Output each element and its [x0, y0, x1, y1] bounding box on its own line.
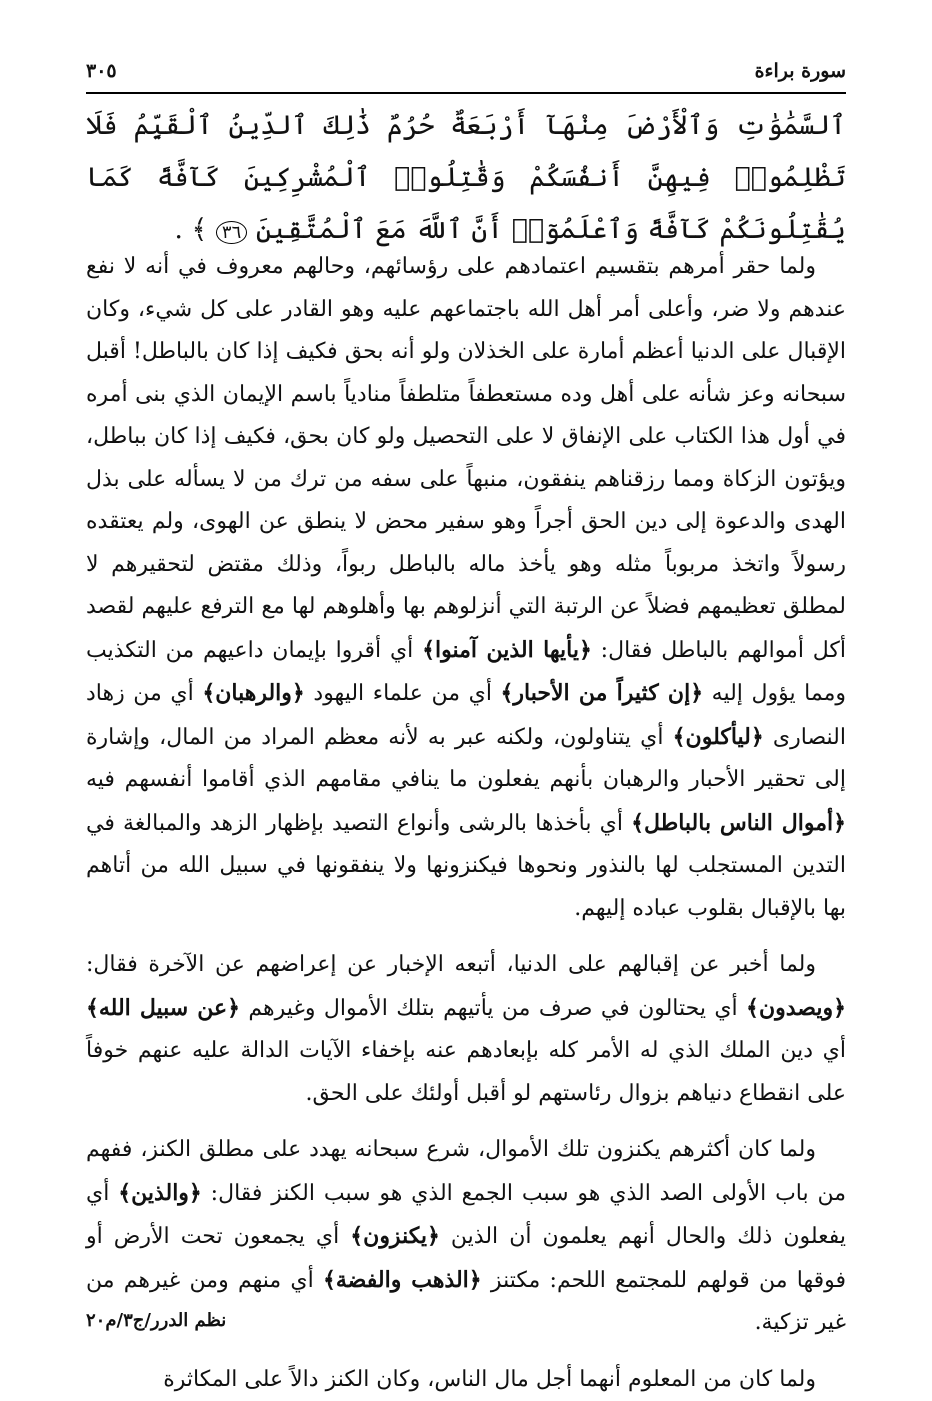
surah-title: سورة براءة [755, 60, 846, 82]
quoted-verse-fragment: ﴿عن سبيل الله﴾ [86, 995, 240, 1021]
commentary-text: أي يجمعون تحت الأرض أو فوقها من قولهم للمجتمع اللحم: مكتنز [86, 1224, 846, 1293]
verse-text: ٱلسَّمَٰوَٰتِ وَٱلْأَرْضَ مِنْهَآ أَرْبَعَةٌ حُرُمٌ ذَٰلِكَ ٱلدِّينُ ٱلْقَيِّمُ فَلَا تَظْلِمُوا۟ فِيهِنَّ أَنفُسَكُمْ وَقَٰتِلُوا۟ ٱلْمُشْرِكِينَ كَآفَّةً كَمَا يُقَٰتِلُونَكُمْ كَآفَّةً وَٱعْلَمُوٓا۟ أَنَّ ٱللَّهَ مَعَ ٱلْمُتَّقِينَ [86, 110, 846, 245]
header-rule [86, 92, 846, 94]
commentary-text: ولما أخبر عن إقبالهم على الدنيا، أتبعه الإخبار عن إعراضهم عن الآخرة فقال: [86, 952, 816, 977]
commentary-text: أي من علماء اليهود [305, 681, 501, 706]
quoted-verse-fragment: ﴿أموال الناس بالباطل﴾ [631, 810, 846, 836]
commentary-text: ولما حقر أمرهم بتقسيم اعتمادهم على رؤسائهم، وحالهم معروف في أنه لا نفع عندهم ولا ضر، وأعلى أمر أهل الله باجتماعهم عليه وهو القادر على كل شيء، وكان الإقبال على الدنيا أعظم أمارة على الخذلان ولو أنه بحق فكيف إذا كان بالباطل! أقبل سبحانه وعز شأنه على أهل وده مستعطفاً متلطفاً منادياً باسم الإيمان الذي بنى أمره في أول هذا الكتاب على الإنفاق لا على التحصيل ولو كان بحق، فكيف إذا كان بباطل، ويؤتون الزكاة ومما رزقناهم ينفقون، منبهاً على سفه من ترك من لا يسأله على بذل الهدى والدعوة إلى دين الحق أجراً وهو سفير محض لا ينطق عن الهوى، ولم يعتقده رسولاً واتخذ مربوباً مثله وهو يأخذ ماله بالباطل ربواً، وذلك مقتض لتحقيرهم لا لمطلق تعظيمهم فضلاً عن الرتبة التي أنزلوهم بها وأهلوهم لها مع الترفع عليهم لقصد أكل أموالهم بالباطل فقال: [86, 254, 846, 663]
verse-closing: ﴾ . [174, 214, 207, 245]
commentary-text: أي يفعلون ذلك والحال أنهم يعلمون أن الذين [86, 1181, 846, 1250]
quoted-verse-fragment: ﴿الذهب والفضة﴾ [323, 1267, 482, 1293]
quoted-verse-fragment: ﴿والرهبان﴾ [202, 680, 304, 706]
commentary-text: ولما كان أكثرهم يكنزون تلك الأموال، شرع سبحانه يهدد على مطلق الكنز، ففهم من باب الأولى الصد الذي هو سبب الجمع الذي هو سبب الكنز فقال: [86, 1137, 846, 1206]
quoted-verse-fragment: ﴿ويصدون﴾ [746, 995, 846, 1021]
commentary-text: أي بأخذها بالرشى وأنواع التصيد بإظهار الزهد والمبالغة في التدين المستجلب لها بالنذور ونحوها فيكنزونها ولا ينفقونها في سبيل الله من أتاهم بها بالإقبال بقلوب عباده إليهم. [86, 811, 846, 921]
quoted-verse-fragment: ﴿يكنزون﴾ [350, 1223, 440, 1249]
footer-signature: نظم الدرر/ج٣/م٢٠ [86, 1310, 226, 1331]
commentary-paragraph [86, 246, 846, 930]
page-footer [86, 1310, 846, 1331]
quoted-verse-fragment: ﴿ليأكلون﴾ [673, 724, 764, 750]
commentary-text: أي منهم ومن غيرهم من غير تزكية. [86, 1268, 846, 1336]
commentary-body [86, 246, 846, 1401]
quoted-verse-fragment: ﴿يأيها الذين آمنوا﴾ [422, 637, 592, 663]
quoted-verse-fragment: ﴿إن كثيراً من الأحبار﴾ [501, 680, 704, 706]
ayah-number-marker: ٣٦ [216, 221, 247, 244]
page-header [86, 54, 846, 88]
commentary-paragraph [86, 944, 846, 1115]
commentary-text: أي من زهاد النصارى [86, 681, 846, 750]
quran-verse [86, 100, 846, 259]
commentary-text: أي دين الملك الذي له الأمر كله بإبعادهم عنه بإخفاء الآيات الدالة عليه عنهم خوفاً على انقطاع دنياهم بزوال رئاستهم لو أقبل أولئك على الحق. [86, 1038, 846, 1106]
commentary-text: ولما كان من المعلوم أنهما أجل مال الناس، وكان الكنز دالاً على المكاثرة [163, 1367, 816, 1392]
commentary-paragraph [86, 1359, 846, 1401]
commentary-text: أي يتناولون، ولكنه عبر به لأنه معظم المراد من المال، وإشارة إلى تحقير الأحبار والرهبان بأنهم يفعلون ما ينافي مقامهم الذي أقاموا أنفسهم فيه [86, 725, 846, 793]
commentary-text: أي يحتالون في صرف من يأتيهم بتلك الأموال وغيرهم [240, 996, 746, 1021]
page-number: ٣٠٥ [86, 60, 117, 82]
quoted-verse-fragment: ﴿والذين﴾ [118, 1180, 202, 1206]
commentary-text: أي أقروا بإيمان داعيهم من التكذيب ومما يؤول إليه [86, 638, 846, 707]
